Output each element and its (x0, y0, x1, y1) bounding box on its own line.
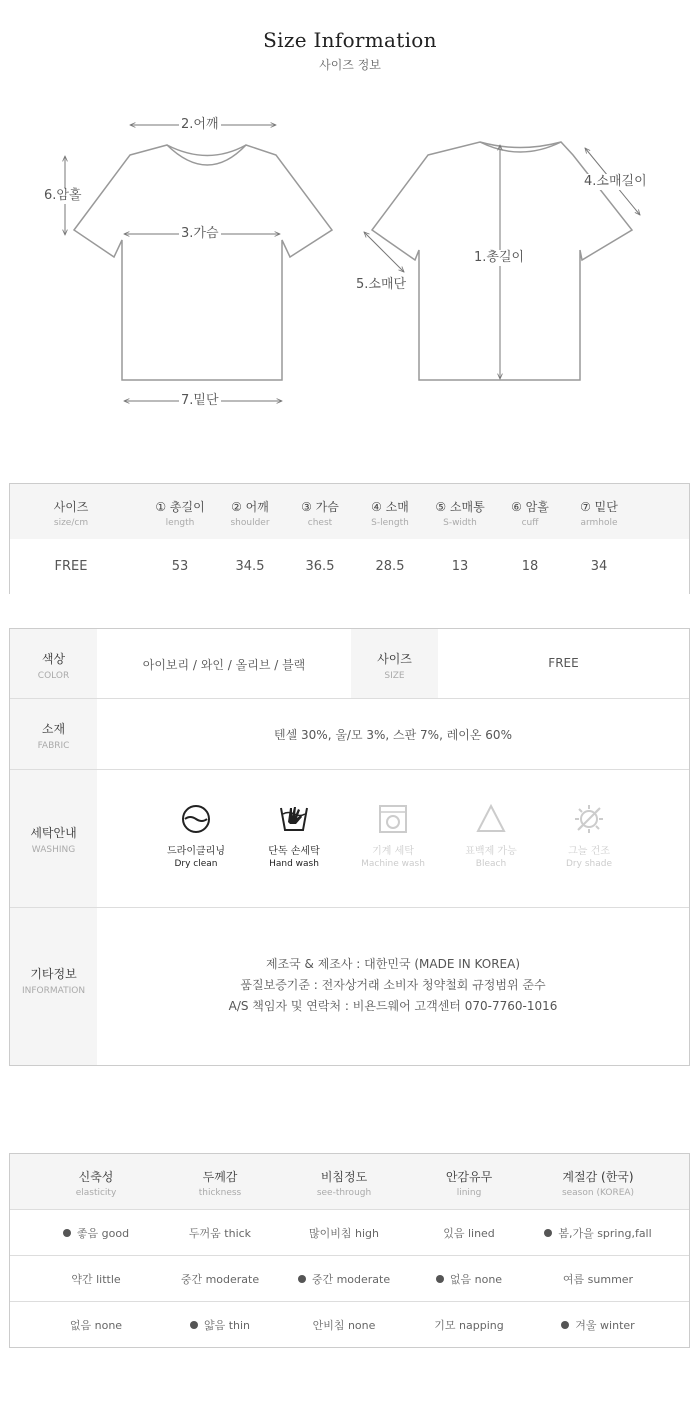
info-row-color: 색상 COLOR 아이보리 / 와인 / 올리브 / 블랙 사이즈 SIZE FREE (10, 629, 689, 699)
product-info-table (9, 628, 690, 1066)
selected-dot-icon (544, 1229, 552, 1237)
size-table (9, 483, 690, 594)
wash-item-machine-wash: 기계 세탁 Machine wash (344, 804, 442, 869)
feature-header-season: 계절감 (한국) season (KOREA) (561, 1170, 635, 1198)
feature-cell: 중간 moderate (274, 1271, 414, 1287)
feature-header-elasticity: 신축성 elasticity (75, 1170, 117, 1198)
etc-line-warranty: 품질보증기준 : 전자상거래 소비자 청약철회 규정범위 준수 (240, 978, 546, 992)
selected-dot-icon (298, 1275, 306, 1283)
feature-table-header (10, 1154, 689, 1210)
feature-cell: 얇음 thin (150, 1317, 290, 1333)
label-chest: 3.가슴 (181, 226, 219, 241)
fabric-value: 텐셀 30%, 울/모 3%, 스판 7%, 레이온 60% (274, 728, 512, 742)
table-row (10, 1256, 689, 1302)
label-sleeve-end: 5.소매단 (356, 277, 407, 292)
front-tee-outline (74, 145, 332, 380)
info-row-fabric: 소재 FABRIC 텐셀 30%, 울/모 3%, 스판 7%, 레이온 60% (10, 699, 689, 770)
feature-cell: 중간 moderate (180, 1273, 260, 1286)
label-armhole: 6.암홀 (44, 188, 82, 203)
feature-cell: 겨울 winter (528, 1317, 668, 1333)
dry-shade-icon (574, 804, 604, 834)
feature-cell: 봄,가을 spring,fall (528, 1225, 668, 1241)
size-header-shoulder: ② 어깨 shoulder (230, 500, 270, 528)
page-subtitle: 사이즈 정보 (319, 58, 381, 72)
feature-cell: 없음 none (399, 1271, 539, 1287)
info-row-washing: 세탁안내 WASHING 드라이클리닝 Dry clean 단독 손세탁 Hand wash 기계 세탁 Machine wash 표백제 가능 Bleach 그늘 건조 Dry shade (10, 770, 689, 908)
selected-dot-icon (190, 1321, 198, 1329)
color-value: 아이보리 / 와인 / 올리브 / 블랙 (142, 658, 306, 672)
label-shoulder: 2.어깨 (181, 117, 219, 132)
table-row (10, 1210, 689, 1256)
size-diagram (0, 100, 700, 420)
page-title: Size Information (263, 28, 437, 52)
feature-cell: 기모 napping (434, 1319, 504, 1332)
feature-header-thickness: 두께감 thickness (198, 1170, 242, 1198)
feature-cell: 안비침 none (312, 1319, 376, 1332)
wash-item-dry-shade: 그늘 건조 Dry shade (540, 804, 638, 869)
machine-wash-icon (378, 804, 408, 834)
etc-line-contact: A/S 책임자 및 연락처 : 비욘드웨어 고객센터 070-7760-1016 (228, 999, 558, 1013)
dry-clean-icon (181, 804, 211, 834)
feature-header-see-through: 비침정도 see-through (316, 1170, 372, 1198)
table-row (10, 1302, 689, 1348)
selected-dot-icon (561, 1321, 569, 1329)
size-header-armhole: ⑥ 암홀 cuff (511, 500, 549, 528)
feature-cell: 좋음 good (26, 1225, 166, 1241)
size-header-sleeve-width: ⑤ 소매통 S-width (435, 500, 485, 528)
feature-header-lining: 안감유무 lining (445, 1170, 493, 1198)
size-header-hem: ⑦ 밑단 armhole (580, 500, 618, 528)
size-header-chest: ③ 가슴 chest (301, 500, 339, 528)
feature-table (9, 1153, 690, 1348)
info-row-etc: 기타정보 INFORMATION 제조국 & 제조사 : 대한민국 (MADE IN KOREA) 품질보증기준 : 전자상거래 소비자 청약철회 규정범위 준수 A/S 책임자 및 연락처 : 비욘드웨어 고객센터 070-7760-1016 (10, 908, 689, 1065)
bleach-icon (476, 804, 506, 834)
label-sleeve-length: 4.소매길이 (584, 174, 647, 189)
feature-cell: 없음 none (69, 1319, 123, 1332)
feature-cell: 많이비침 high (309, 1227, 379, 1240)
feature-cell: 약간 little (71, 1273, 121, 1286)
feature-cell: 있음 lined (443, 1227, 495, 1240)
size-header-length: ① 총길이 length (155, 500, 205, 528)
table-row: FREE 53 34.5 36.5 28.5 13 18 34 (10, 539, 689, 594)
feature-cell: 여름 summer (562, 1273, 634, 1286)
feature-cell: 두꺼움 thick (188, 1227, 252, 1240)
wash-item-dry-clean: 드라이클리닝 Dry clean (147, 804, 245, 869)
etc-line-origin: 제조국 & 제조사 : 대한민국 (MADE IN KOREA) (265, 957, 521, 971)
selected-dot-icon (436, 1275, 444, 1283)
tshirt-diagram-icon (0, 100, 700, 420)
wash-item-hand-wash: 단독 손세탁 Hand wash (245, 804, 343, 869)
wash-item-bleach: 표백제 가능 Bleach (442, 804, 540, 869)
size-table-header (10, 484, 689, 539)
size-value: FREE (548, 656, 579, 670)
size-header-size: 사이즈 size/cm (53, 500, 89, 528)
label-hem: 7.밑단 (181, 393, 219, 408)
hand-wash-icon (279, 804, 309, 834)
selected-dot-icon (63, 1229, 71, 1237)
size-header-sleeve: ④ 소매 S-length (371, 500, 409, 528)
label-length: 1.총길이 (474, 250, 525, 265)
